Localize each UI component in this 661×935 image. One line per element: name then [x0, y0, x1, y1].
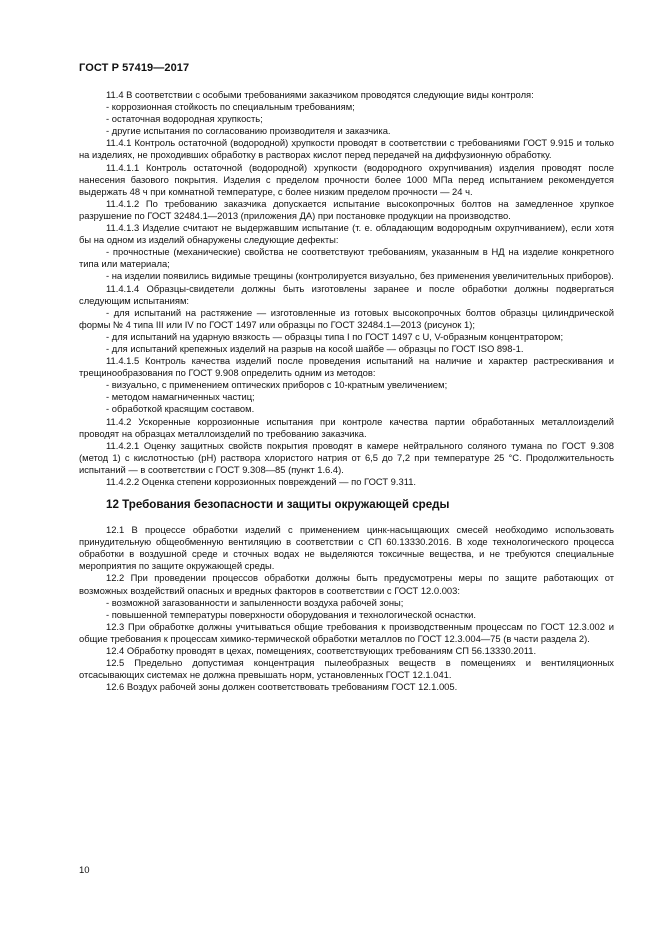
paragraph: 11.4.2.2 Оценка степени коррозионных повреждений — по ГОСТ 9.311.	[106, 476, 417, 487]
section-heading: 12 Требования безопасности и защиты окружающей среды	[106, 498, 450, 512]
document-body	[79, 89, 614, 693]
paragraph: 11.4.1 Контроль остаточной (водородной) хрупкости проводят в соответствии с требованиями ГОСТ 9.915 и только на изделиях, не проходивших обработку в растворах кислот перед передачей на диффузионную обработку.	[79, 137, 614, 161]
paragraph: 11.4 В соответствии с особыми требованиями заказчиком проводятся следующие виды контроля:	[106, 89, 534, 100]
list-item: - обработкой красящим составом.	[106, 403, 255, 415]
paragraph: 12.6 Воздух рабочей зоны должен соответствовать требованиям ГОСТ 12.1.005.	[106, 681, 458, 693]
list-item: - методом намагниченных частиц;	[106, 391, 255, 403]
list-item: - на изделии появились видимые трещины (контролируется визуально, без применения увеличительных приборов).	[106, 270, 614, 282]
list-item: - для испытаний на растяжение — изготовленные из готовых высокопрочных болтов образцы цилиндрической формы № 4 типа III или IV по ГОСТ 1497 или образцы по ГОСТ 32484.1—2013 (рисунок 1);	[79, 306, 614, 330]
list-item: - прочностные (механические) свойства не соответствуют требованиям, указанным в НД на изделие конкретного типа или материала;	[79, 246, 614, 270]
list-item: - коррозионная стойкость по специальным требованиям;	[106, 101, 355, 113]
paragraph: 12.3 При обработке должны учитываться общие требования к производственным процессам по ГОСТ 12.3.002 и общие требования к процессам химико-термической обработки металлов по ГОСТ 12.3.004—75 (в части раздела 2).	[79, 620, 614, 644]
page-number: 10	[79, 865, 90, 876]
paragraph: 12.1 В процессе обработки изделий с применением цинк-насыщающих смесей необходимо использовать принудительную общеобменную вентиляцию в соответствии с СП 60.13330.2016. В ходе технологического процесса обработки в воздушной среде и сточных водах не выделяются токсичные вещества, и не требуются специальные мероприятия по защите окружающей среды.	[79, 524, 614, 572]
paragraph: 11.4.1.5 Контроль качества изделий после проведения испытаний на наличие и характер растрескивания и трещинообразования по ГОСТ 9.908 определить одним из методов:	[79, 355, 614, 379]
list-item: - визуально, с применением оптических приборов с 10-кратным увеличением;	[106, 379, 448, 391]
list-item: - возможной загазованности и запыленности воздуха рабочей зоны;	[106, 596, 404, 608]
document-header: ГОСТ Р 57419—2017	[79, 62, 190, 74]
paragraph: 11.4.1.4 Образцы-свидетели должны быть изготовлены заранее и после обработки должны подвергаться следующим испытаниям:	[79, 282, 614, 306]
paragraph: 12.2 При проведении процессов обработки должны быть предусмотрены меры по защите работающих от возможных воздействий опасных и вредных факторов в соответствии с ГОСТ 12.0.003:	[79, 572, 614, 596]
paragraph: 12.5 Предельно допустимая концентрация пылеобразных веществ в помещениях и вентиляционных отсасывающих системах не должна превышать норм, установленных ГОСТ 12.1.041.	[79, 657, 614, 681]
list-item: - остаточная водородная хрупкость;	[106, 113, 263, 125]
paragraph: 11.4.2 Ускоренные коррозионные испытания при контроле качества партии обработанных металлоизделий проводят на образцах металлоизделий по требованию заказчика.	[79, 415, 614, 439]
paragraph: 11.4.2.1 Оценку защитных свойств покрытия проводят в камере нейтрального соляного тумана по ГОСТ 9.308 (метод 1) с кислотностью (рН) раствора хлористого натрия от 6,5 до 7,2 при температуре 25 °С. Продолжительность испытаний — в соответствии с ГОСТ 9.308—85 (пункт 1.6.4).	[79, 439, 614, 475]
list-item: - для испытаний на ударную вязкость — образцы типа I по ГОСТ 1497 с U, V-образным концентратором;	[106, 330, 564, 342]
paragraph: 11.4.1.3 Изделие считают не выдержавшим испытание (т. е. обладающим водородным охрупчиванием), если хотя бы на одном из изделий обнаружены следующие дефекты:	[79, 222, 614, 246]
paragraph: 12.4 Обработку проводят в цехах, помещениях, соответствующих требованиям СП 56.13330.2011.	[106, 645, 537, 657]
list-item: - повышенной температуры поверхности оборудования и технологической оснастки.	[106, 608, 476, 620]
list-item: - другие испытания по согласованию производителя и заказчика.	[106, 125, 391, 137]
list-item: - для испытаний крепежных изделий на разрыв на косой шайбе — образцы по ГОСТ ISO 898-1.	[106, 342, 524, 354]
paragraph: 11.4.1.1 Контроль остаточной (водородной) хрупкости (водородного охрупчивания) изделия проводят после нанесения базового покрытия. Изделия с пределом прочности более 1000 МПа перед испытанием рекомендуется выдержать 48 ч при комнатной температуре, с более низким пределом прочности — 24 ч.	[79, 161, 614, 197]
paragraph: 11.4.1.2 По требованию заказчика допускается испытание высокопрочных болтов на замедленное хрупкое разрушение по ГОСТ 32484.1—2013 (приложения ДА) при постановке продукции на производство.	[79, 197, 614, 221]
